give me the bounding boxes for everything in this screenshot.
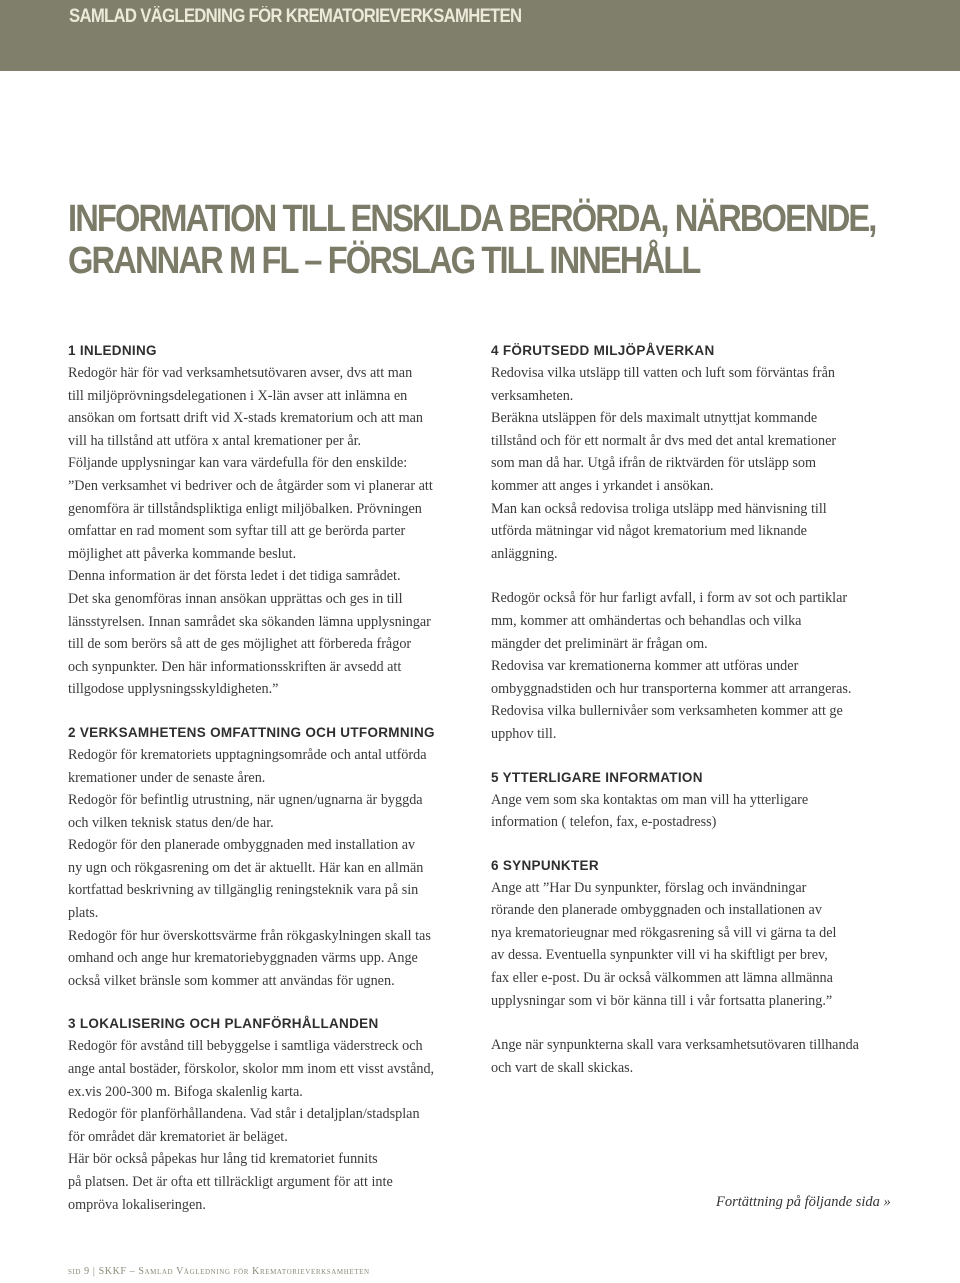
section-3-heading: 3 LOKALISERING OCH PLANFÖRHÅLLANDEN xyxy=(68,1016,379,1032)
body-line: ombyggnadstiden och hur transporterna kommer att arrangeras. xyxy=(491,680,852,697)
section-2-heading: 2 VERKSAMHETENS OMFATTNING OCH UTFORMNING xyxy=(68,724,435,740)
body-line: till de som berörs så att de ges möjlighet att förbereda frågor xyxy=(68,636,412,653)
body-line: Redogör för befintlig utrustning, när ugnen/ugnarna är byggda xyxy=(68,792,423,809)
body-line: upphov till. xyxy=(491,725,557,742)
body-line: kortfattad beskrivning av tillgänglig reningsteknik vara på sin xyxy=(68,882,419,899)
body-line: Följande upplysningar kan vara värdefulla för den enskilde: xyxy=(68,455,408,472)
section-1-heading: 1 INLEDNING xyxy=(68,343,157,358)
body-line: Man kan också redovisa troliga utsläpp med hänvisning till xyxy=(491,500,827,517)
page-title-line-2: GRANNAR M FL – FÖRSLAG TILL INNEHÅLL xyxy=(68,240,700,282)
body-line: anläggning. xyxy=(491,545,558,562)
right-column xyxy=(491,340,901,1079)
body-line: och synpunkter. Den här informationsskriften är avsedd att xyxy=(68,658,402,675)
page-title-line-1: INFORMATION TILL ENSKILDA BERÖRDA, NÄRBOENDE, xyxy=(68,198,876,240)
body-line: Redovisa var kremationerna kommer att utföras under xyxy=(491,658,799,675)
body-line: Ange att ”Har Du synpunkter, förslag och invändningar xyxy=(491,879,807,896)
body-line: Redogör för hur överskottsvärme från rökgaskylningen skall tas xyxy=(68,927,431,944)
body-line: Ange vem som ska kontaktas om man vill ha ytterligare xyxy=(491,791,809,808)
body-line: av dessa. Eventuella synpunkter vill vi ha skiftligt per brev, xyxy=(491,947,828,964)
body-line: länsstyrelsen. Innan samrådet ska sökanden lämna upplysningar xyxy=(68,613,431,630)
body-line: upplysningar som vi bör känna till i vår fortsatta planering.” xyxy=(491,992,833,1009)
body-line: verksamheten. xyxy=(491,387,574,404)
body-line: också vilket bränsle som kommer att användas för ugnen. xyxy=(68,972,395,989)
body-line: Redogör också för hur farligt avfall, i form av sot och partiklar xyxy=(491,590,848,607)
body-line: omfattar en rad moment som syftar till att ge berörda parter xyxy=(68,523,406,540)
body-line: utförda mätningar vid något krematorium med liknande xyxy=(491,523,807,540)
body-line: rörande den planerade ombyggnaden och installationen av xyxy=(491,902,822,919)
body-line: Här bör också påpekas hur lång tid krematoriet funnits xyxy=(68,1151,378,1168)
body-line: ex.vis 200-300 m. Bifoga skalenlig karta. xyxy=(68,1083,303,1100)
body-line: till miljöprövningsdelegationen i X-län avser att inlämna en xyxy=(68,387,408,404)
body-line: och vilken teknisk status den/de har. xyxy=(68,814,274,831)
body-line: omhand och ange hur krematoriebyggnaden värms upp. Ange xyxy=(68,950,418,967)
body-line: på platsen. Det är ofta ett tillräckligt argument för att inte xyxy=(68,1174,393,1190)
body-line: tillstånd och för ett normalt år dvs med det antal kremationer xyxy=(491,432,837,449)
body-line: Redovisa vilka utsläpp till vatten och luft som förväntas från xyxy=(491,365,835,381)
body-line: information ( telefon, fax, e-postadress) xyxy=(491,814,717,831)
section-4-body-a xyxy=(491,362,901,565)
body-line: vill ha tillstånd att utföra x antal kremationer per år. xyxy=(68,432,362,449)
body-line: Redovisa vilka bullernivåer som verksamheten kommer att ge xyxy=(491,703,843,720)
header-band xyxy=(0,0,960,71)
body-line: Redogör för krematoriets upptagningsområde och antal utförda xyxy=(68,746,427,763)
body-line: ny ugn och rökgasrening om det är aktuellt. Här kan en allmän xyxy=(68,859,424,876)
body-line: ”Den verksamhet vi bedriver och de åtgärder som vi planerar att xyxy=(68,477,433,494)
section-6-body-a xyxy=(491,877,901,1013)
section-2-body xyxy=(68,744,478,993)
body-line: genomföra är tillståndspliktiga enligt miljöbalken. Prövningen xyxy=(68,500,422,517)
section-4-body-b xyxy=(491,587,901,745)
page-title xyxy=(68,198,876,282)
body-line: fax eller e-post. Du är också välkommen att lämna allmänna xyxy=(491,970,833,987)
body-line: Ange när synpunkterna skall vara verksamhetsutövaren tillhanda xyxy=(491,1037,859,1054)
body-line: kremationer under de senaste åren. xyxy=(68,769,266,786)
section-4-heading: 4 FÖRUTSEDD MILJÖPÅVERKAN xyxy=(491,343,715,358)
section-6-body-b xyxy=(491,1034,901,1079)
body-line: Redogör för den planerade ombyggnaden med installation av xyxy=(68,837,416,854)
body-line: Redogör för avstånd till bebyggelse i samtliga väderstreck och xyxy=(68,1038,423,1055)
body-line: kommer att anges i yrkandet i ansökan. xyxy=(491,477,714,494)
body-line: ansökan om fortsatt drift vid X-stads krematorium och att man xyxy=(68,410,423,427)
left-column xyxy=(68,340,478,1216)
body-line: Denna information är det första ledet i det tidiga samrådet. xyxy=(68,568,401,585)
body-line: ange antal bostäder, förskolor, skolor mm inom ett visst avstånd, xyxy=(68,1061,435,1078)
body-line: Det ska genomföras innan ansökan upprättas och ges in till xyxy=(68,590,403,607)
body-line: möjlighet att påverka kommande beslut. xyxy=(68,545,297,562)
body-line: mängder det preliminärt är frågan om. xyxy=(491,635,708,652)
body-line: mm, kommer att omhändertas och behandlas och vilka xyxy=(491,612,802,629)
body-line: plats. xyxy=(68,905,99,922)
section-1-body xyxy=(68,362,478,701)
section-6-heading: 6 SYNPUNKTER xyxy=(491,857,599,873)
page-footer: sid 9 | SKKF – Samlad Vägledning för Krematorieverksamheten xyxy=(68,1266,370,1277)
body-line: för området där krematoriet är beläget. xyxy=(68,1128,288,1145)
body-line: Redogör för planförhållandena. Vad står i detaljplan/stadsplan xyxy=(68,1106,420,1123)
section-5-body xyxy=(491,789,901,834)
section-5-heading: 5 YTTERLIGARE INFORMATION xyxy=(491,769,703,785)
continued-note: Fortättning på följande sida » xyxy=(716,1194,891,1210)
body-line: och vart de skall skickas. xyxy=(491,1059,634,1076)
section-3-body xyxy=(68,1035,478,1216)
body-line: nya krematorieugnar med rökgasrening så vill vi gärna ta del xyxy=(491,924,837,941)
body-line: ompröva lokaliseringen. xyxy=(68,1196,206,1213)
header-title: SAMLAD VÄGLEDNING FÖR KREMATORIEVERKSAMHETEN xyxy=(69,6,522,27)
body-line: tillgodose upplysningsskyldigheten.” xyxy=(68,681,279,698)
body-line: Beräkna utsläppen för dels maximalt utnyttjat kommande xyxy=(491,410,818,427)
body-line: Redogör här för vad verksamhetsutövaren avser, dvs att man xyxy=(68,365,413,381)
body-line: som man då har. Utgå ifrån de riktvärden för utsläpp som xyxy=(491,455,817,472)
